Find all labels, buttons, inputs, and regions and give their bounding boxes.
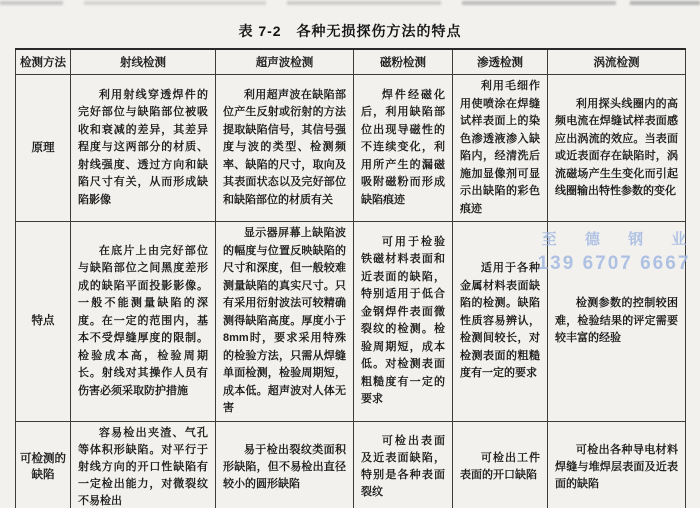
table-cell: 可检出工件表面的开口缺陷 bbox=[453, 421, 548, 508]
table-row-detectable-defects bbox=[16, 421, 686, 508]
table-cell: 可用于检验铁磁材料表面和近表面的缺陷，特别适用于低合金钢焊件表面微裂纹的检测。检验周期短，成本低。对检测表面粗糙度有一定的要求 bbox=[354, 222, 453, 422]
column-header-ultrasonic: 超声波检测 bbox=[216, 49, 354, 75]
column-header-radiographic: 射线检测 bbox=[71, 49, 216, 75]
scan-artifact-top bbox=[0, 1, 700, 5]
table-cell: 容易检出夹渣、气孔等体积形缺陷。对平行于射线方向的开口性缺陷有一定检出能力，对微裂纹不易检出 bbox=[71, 421, 216, 508]
table-cell: 焊件经磁化后，利用缺陷部位出现导磁性的不连续变化，利用所产生的漏磁吸附磁粉而形成缺陷痕迹 bbox=[354, 75, 453, 222]
table-cell: 在底片上由完好部位与缺陷部位之间黑度差形成的缺陷平面投影影像。一般不能测量缺陷的深度。在一定的范围内，基本不受焊缝厚度的限制。检验成本高，检验周期长。射线对其操作人员有伤害必须采取防护措施 bbox=[71, 222, 216, 422]
table-cell: 可检出表面及近表面缺陷，特别是各种表面裂纹 bbox=[354, 421, 453, 508]
table-cell: 适用于各种金属材料表面缺陷的检测。缺陷性质容易辨认，检测间较长，对检测表面的粗糙度有一定的要求 bbox=[453, 222, 548, 422]
table-cell: 可检出各种导电材料焊缝与堆焊层表面及近表面的缺陷 bbox=[548, 421, 686, 508]
table-row-features bbox=[16, 222, 686, 422]
column-header-penetrant: 渗透检测 bbox=[453, 49, 548, 75]
column-header-magnetic: 磁粉检测 bbox=[354, 49, 453, 75]
header-row bbox=[16, 49, 686, 75]
row-label: 特点 bbox=[16, 222, 71, 422]
page-title: 表 7-2 各种无损探伤方法的特点 bbox=[238, 23, 462, 39]
watermark-company: 至 德 钢 业 bbox=[541, 231, 699, 248]
ndt-methods-table bbox=[15, 48, 686, 508]
table-cell: 利用探头线圈内的高频电流在焊缝试样表面感应出涡流的效应。当表面或近表面存在缺陷时，涡流磁场产生生变化而引起线圈输出特性参数的变化 bbox=[548, 75, 686, 222]
table-cell: 利用超声波在缺陷部位产生反射或衍射的方法提取缺陷信号，其信号强度与波的类型、检测频率、缺陷的尺寸，取向及其表面状态以及完好部位和缺陷部位的材质有关 bbox=[216, 75, 354, 222]
watermark-phone: 139 6707 6667 bbox=[537, 253, 691, 274]
table-cell: 显示器屏幕上缺陷波的幅度与位置反映缺陷的尺寸和深度，但一般较难测量缺陷的真实尺寸。只有采用衍射波法可较精确测得缺陷高度。厚度小于8mm时，要求采用特殊的检验方法，只需从焊缝单面检测，检验周期短，成本低。超声波对人体无害 bbox=[216, 222, 354, 422]
table-cell: 利用毛细作用使喷涂在焊缝试样表面上的染色渗透液渗入缺陷内，经清洗后施加显像剂可显示出缺陷的彩色痕迹 bbox=[453, 75, 548, 222]
table-cell: 易于检出裂纹类面积形缺陷，但不易检出直径较小的圆形缺陷 bbox=[216, 421, 354, 508]
corner-header: 检测方法 bbox=[16, 49, 71, 75]
table-cell: 检测参数的控制较困难，检验结果的评定需要较丰富的经验 bbox=[548, 222, 686, 422]
column-header-eddy-current: 涡流检测 bbox=[548, 49, 686, 75]
row-label: 原理 bbox=[16, 75, 71, 222]
table-cell: 利用射线穿透焊件的完好部位与缺陷部位被吸收和衰减的差异，其差异程度与这两部分的材质、射线强度、透过方向和缺陷尺寸有关，从而形成缺陷影像 bbox=[71, 75, 216, 222]
table-row-principle bbox=[16, 75, 686, 222]
row-label: 可检测的缺陷 bbox=[16, 421, 71, 508]
